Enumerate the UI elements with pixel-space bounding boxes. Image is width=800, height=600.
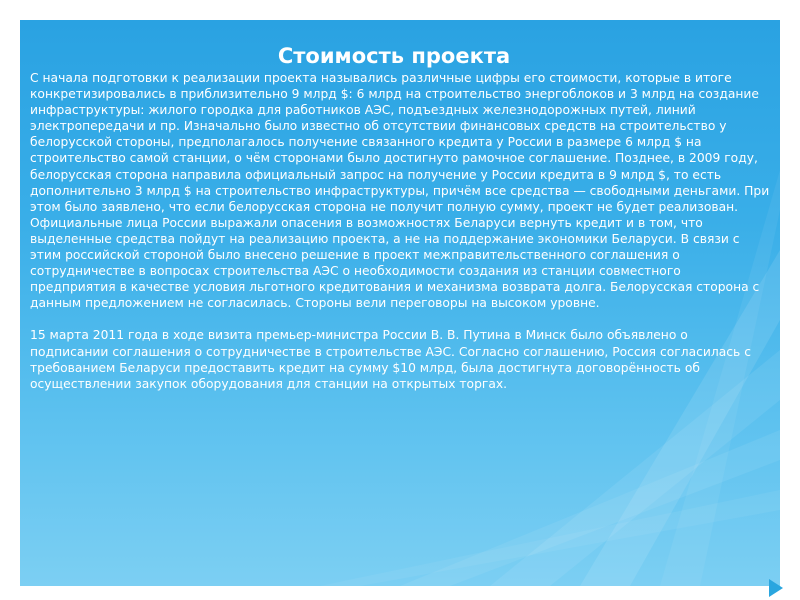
slide-body: [30, 70, 770, 392]
play-triangle-icon: [768, 578, 784, 598]
paragraph-cost-history: С начала подготовки к реализации проекта назывались различные цифры его стоимости, которые в итоге конкретизировались в приблизительно 9 млрд $: 6 млрд на строительство энергоблоков и 3 млрд на создание инфраструктуры: жилого городка для работников АЭС, подъездных железнодорожных путей, линий электропередачи и пр. Изначально было известно об отсутствии финансовых средств на строительство у белорусской стороны, предполагалось получение связанного кредита у России в размере 6 млрд $ на строительство самой станции, о чём сторонами было достигнуто рамочное соглашение. Позднее, в 2009 году, белорусская сторона направила официальный запрос на получение у России кредита в 9 млрд $, то есть дополнительно 3 млрд $ на строительство инфраструктуры, причём все средства — свободными деньгами. При этом было заявлено, что если белорусская сторона не получит полную сумму, проект не будет реализован. Официальные лица России выражали опасения в возможностях Беларуси вернуть кредит и в том, что выделенные средства пойдут на реализацию проекта, а не на поддержание экономики Беларуси. В связи с этим российской стороной было внесено решение в проект межправительственного соглашения о сотрудничестве в вопросах строительства АЭС о необходимости создания из станции совместного предприятия в качестве условия льготного кредитования и механизма возврата долга. Белорусская сторона с данным предложением не согласилась. Стороны вели переговоры на высоком уровне.: [30, 71, 770, 311]
paragraph-agreement-2011: 15 марта 2011 года в ходе визита премьер-министра России В. В. Путина в Минск было объявлено о подписании соглашения о сотрудничестве в строительстве АЭС. Согласно соглашению, Россия согласилась с требованием Беларуси предоставить кредит на сумму $10 млрд, была достигнута договорённость об осуществлении закупок оборудования для станции на открытых торгах.: [30, 328, 751, 391]
content-panel: [20, 20, 780, 586]
slide-title: Стоимость проекта: [277, 44, 511, 68]
